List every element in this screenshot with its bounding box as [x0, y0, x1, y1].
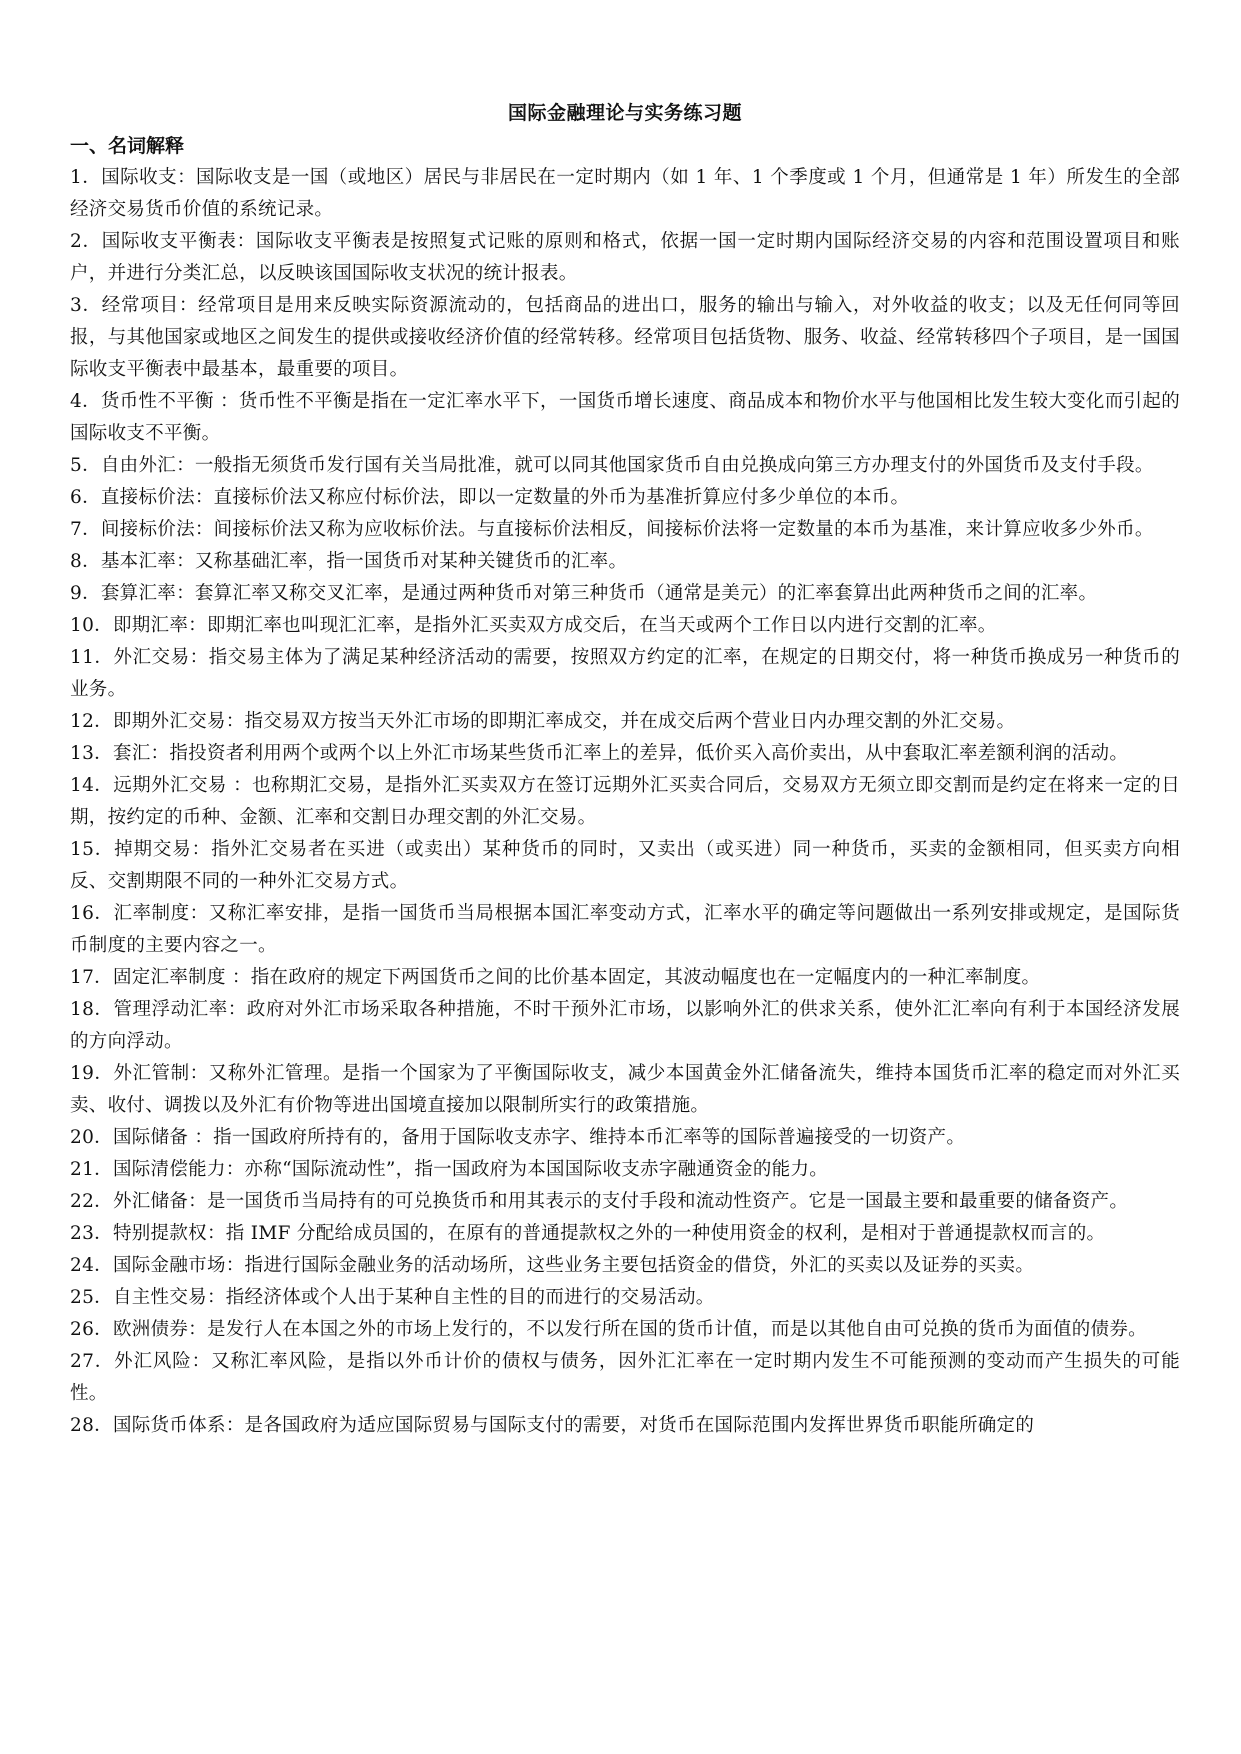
term-entry: 8．基本汇率：又称基础汇率，指一国货币对某种关键货币的汇率。	[70, 551, 628, 572]
term-entry: 18．管理浮动汇率：政府对外汇市场采取各种措施，不时干预外汇市场，以影响外汇的供求关系，使外汇汇率向有利于本国经济发展的方向浮动。	[70, 999, 1180, 1052]
term-entry: 22．外汇储备：是一国货币当局持有的可兑换货币和用其表示的支付手段和流动性资产。它是一国最主要和最重要的储备资产。	[70, 1191, 1129, 1212]
term-entry: 15．掉期交易：指外汇交易者在买进（或卖出）某种货币的同时，又卖出（或买进）同一种货币，买卖的金额相同，但买卖方向相反、交割期限不同的一种外汇交易方式。	[70, 839, 1180, 892]
term-entry: 19．外汇管制：又称外汇管理。是指一个国家为了平衡国际收支，减少本国黄金外汇储备流失，维持本国货币汇率的稳定而对外汇买卖、收付、调拨以及外汇有价物等进出国境直接加以限制所实行的政策措施。	[70, 1063, 1180, 1116]
term-entry: 21．国际清偿能力：亦称“国际流动性”，指一国政府为本国国际收支赤字融通资金的能力。	[70, 1159, 829, 1180]
term-entry: 13．套汇：指投资者利用两个或两个以上外汇市场某些货币汇率上的差异，低价买入高价卖出，从中套取汇率差额利润的活动。	[70, 743, 1129, 764]
term-entry: 25．自主性交易：指经济体或个人出于某种自主性的目的而进行的交易活动。	[70, 1287, 715, 1308]
document-title: 国际金融理论与实务练习题	[507, 102, 742, 124]
section-heading: 一、名词解释	[70, 135, 185, 157]
term-entry: 28．国际货币体系：是各国政府为适应国际贸易与国际支付的需要，对货币在国际范围内发挥世界货币职能所确定的	[70, 1415, 1035, 1436]
term-entry: 16．汇率制度：又称汇率安排，是指一国货币当局根据本国汇率变动方式，汇率水平的确定等问题做出一系列安排或规定，是国际货币制度的主要内容之一。	[70, 903, 1180, 956]
term-entry: 9．套算汇率：套算汇率又称交叉汇率，是通过两种货币对第三种货币（通常是美元）的汇率套算出此两种货币之间的汇率。	[70, 583, 1098, 604]
term-entry: 4．货币性不平衡 ：货币性不平衡是指在一定汇率水平下，一国货币增长速度、商品成本和物价水平与他国相比发生较大变化而引起的国际收支不平衡。	[70, 391, 1180, 444]
term-list	[70, 162, 1180, 1442]
term-entry: 6．直接标价法：直接标价法又称应付标价法，即以一定数量的外币为基准折算应付多少单位的本币。	[70, 487, 910, 508]
term-entry: 14．远期外汇交易 ：也称期汇交易，是指外汇买卖双方在签订远期外汇买卖合同后，交易双方无须立即交割而是约定在将来一定的日期，按约定的币种、金额、汇率和交割日办理交割的外汇交易。	[70, 775, 1180, 828]
term-entry: 11．外汇交易：指交易主体为了满足某种经济活动的需要，按照双方约定的汇率，在规定的日期交付，将一种货币换成另一种货币的业务。	[70, 647, 1180, 700]
term-entry: 26．欧洲债券：是发行人在本国之外的市场上发行的，不以发行所在国的货币计值，而是以其他自由可兑换的货币为面值的债券。	[70, 1319, 1147, 1340]
term-entry: 2．国际收支平衡表：国际收支平衡表是按照复式记账的原则和格式，依据一国一定时期内国际经济交易的内容和范围设置项目和账户，并进行分类汇总，以反映该国国际收支状况的统计报表。	[70, 231, 1180, 284]
term-entry: 5．自由外汇：一般指无须货币发行国有关当局批准，就可以同其他国家货币自由兑换成向第三方办理支付的外国货币及支付手段。	[70, 455, 1154, 476]
term-entry: 7．间接标价法：间接标价法又称为应收标价法。与直接标价法相反，间接标价法将一定数量的本币为基准，来计算应收多少外币。	[70, 519, 1154, 540]
term-entry: 12．即期外汇交易：指交易双方按当天外汇市场的即期汇率成交，并在成交后两个营业日内办理交割的外汇交易。	[70, 711, 1016, 732]
term-entry: 27．外汇风险：又称汇率风险，是指以外币计价的债权与债务，因外汇汇率在一定时期内发生不可能预测的变动而产生损失的可能性。	[70, 1351, 1180, 1404]
term-entry: 1．国际收支：国际收支是一国（或地区）居民与非居民在一定时期内（如 1 年、1 个季度或 1 个月，但通常是 1 年）所发生的全部经济交易货币价值的系统记录。	[70, 167, 1180, 220]
term-entry: 10．即期汇率：即期汇率也叫现汇汇率，是指外汇买卖双方成交后，在当天或两个工作日以内进行交割的汇率。	[70, 615, 997, 636]
document-page	[70, 100, 1180, 1442]
term-entry: 3．经常项目：经常项目是用来反映实际资源流动的，包括商品的进出口，服务的输出与输入，对外收益的收支；以及无任何同等回报，与其他国家或地区之间发生的提供或接收经济价值的经常转移。经常项目包括货物、服务、收益、经常转移四个子项目，是一国国际收支平衡表中最基本，最重要的项目。	[70, 295, 1180, 380]
term-entry: 24．国际金融市场：指进行国际金融业务的活动场所，这些业务主要包括资金的借贷，外汇的买卖以及证券的买卖。	[70, 1255, 1035, 1276]
term-entry: 20．国际储备 ：指一国政府所持有的，备用于国际收支赤字、维持本币汇率等的国际普遍接受的一切资产。	[70, 1127, 966, 1148]
term-entry: 23．特别提款权：指 IMF 分配给成员国的，在原有的普通提款权之外的一种使用资金的权利，是相对于普通提款权而言的。	[70, 1223, 1106, 1244]
term-entry: 17．固定汇率制度 ：指在政府的规定下两国货币之间的比价基本固定，其波动幅度也在一定幅度内的一种汇率制度。	[70, 967, 1041, 988]
